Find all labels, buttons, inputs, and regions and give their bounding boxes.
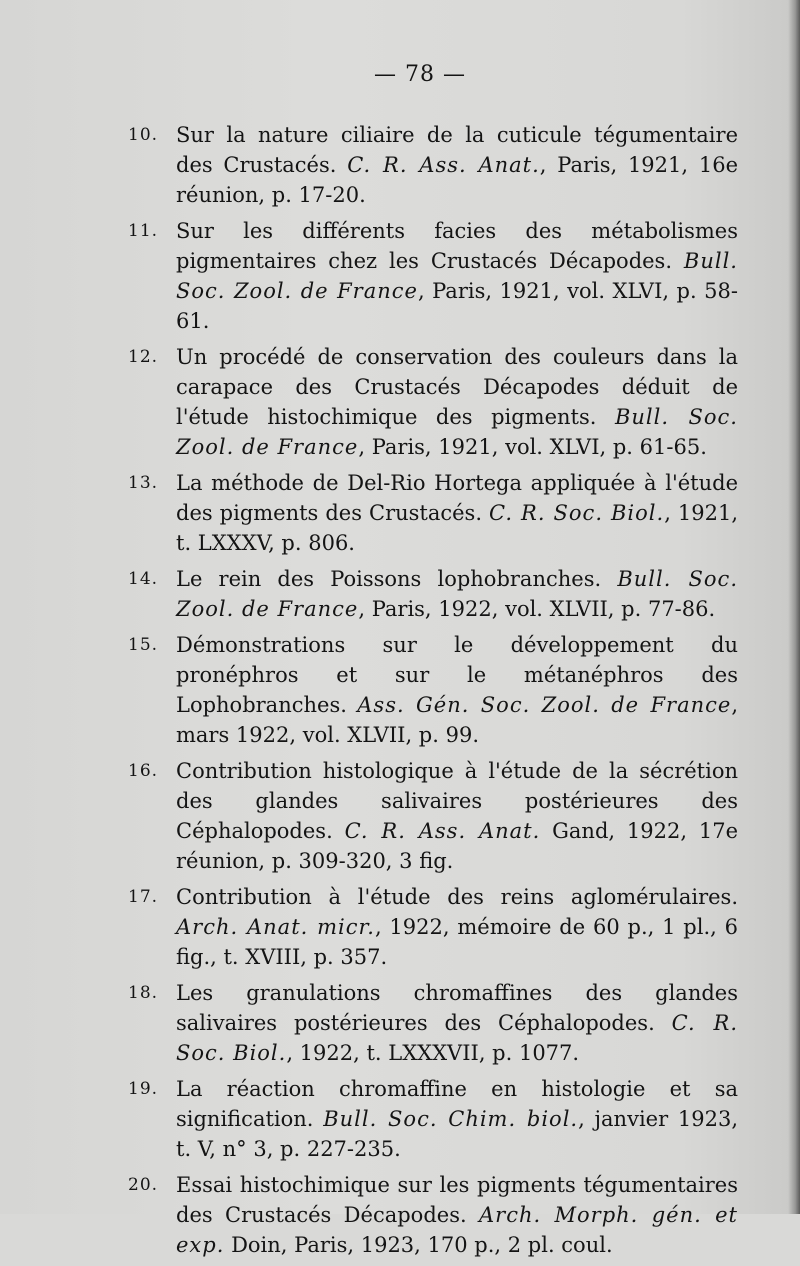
reference-list	[128, 120, 738, 1266]
reference-source: C. R. Soc. Biol.	[489, 501, 665, 525]
reference-title: Contribution histologique à l'étude de la sécrétion des glandes salivaires postérieures des Céphalopodes.	[176, 759, 738, 843]
reference-item	[128, 120, 738, 210]
reference-title: La réaction chromaffine en histologie et sa signification.	[176, 1077, 738, 1131]
reference-details: , mars 1922, vol. XLVII, p. 99.	[176, 693, 739, 747]
reference-details: , Paris, 1921, 16e réunion, p. 17-20.	[176, 153, 739, 207]
reference-number: 10.	[128, 125, 159, 145]
reference-title: Sur la nature ciliaire de la cuticule tégumentaire des Crustacés.	[176, 123, 738, 177]
reference-item	[128, 216, 738, 336]
page-number: — 78 —	[374, 62, 466, 87]
reference-item	[128, 342, 738, 462]
reference-details: Gand, 1922, 17e réunion, p. 309-320, 3 fig.	[176, 819, 738, 873]
reference-source: Arch. Anat. micr.	[176, 915, 375, 939]
reference-item	[128, 978, 738, 1068]
reference-item	[128, 630, 738, 750]
reference-item	[128, 756, 738, 876]
reference-number: 15.	[128, 635, 159, 655]
reference-source: C. R. Ass. Anat.	[344, 819, 541, 843]
reference-details: , Paris, 1921, vol. XLVI, p. 58-61.	[176, 279, 738, 333]
reference-item	[128, 1074, 738, 1164]
reference-number: 11.	[128, 221, 159, 241]
reference-details: , janvier 1923, t. V, n° 3, p. 227-235.	[176, 1107, 738, 1161]
reference-source: C. R. Soc. Biol.	[176, 1011, 738, 1065]
reference-source: C. R. Ass. Anat.	[347, 153, 540, 177]
reference-number: 16.	[128, 761, 159, 781]
reference-source: Bull. Soc. Chim. biol.	[323, 1107, 579, 1131]
reference-title: Démonstrations sur le développement du pronéphros et sur le métanéphros des Lophobranches.	[176, 633, 738, 717]
reference-item	[128, 882, 738, 972]
reference-item	[128, 1170, 738, 1260]
reference-details: Doin, Paris, 1923, 170 p., 2 pl. coul.	[224, 1233, 613, 1257]
reference-item	[128, 468, 738, 558]
reference-number: 17.	[128, 887, 159, 907]
reference-source: Bull. Soc. Zool. de France	[176, 405, 738, 459]
reference-source: Bull. Soc. Zool. de France	[176, 567, 738, 621]
reference-details: , 1922, t. LXXXVII, p. 1077.	[286, 1041, 580, 1065]
reference-number: 18.	[128, 983, 159, 1003]
reference-title: Un procédé de conservation des couleurs dans la carapace des Crustacés Décapodes déduit de l'étude histochimique des pigments.	[176, 345, 738, 429]
reference-details: , 1921, t. LXXXV, p. 806.	[176, 501, 738, 555]
reference-number: 14.	[128, 569, 159, 589]
reference-source: Bull. Soc. Zool. de France	[176, 249, 738, 303]
reference-title: Les granulations chromaffines des glandes salivaires postérieures des Céphalopodes.	[176, 981, 738, 1035]
reference-number: 19.	[128, 1079, 159, 1099]
reference-details: , 1922, mémoire de 60 p., 1 pl., 6 fig., t. XVIII, p. 357.	[176, 915, 738, 969]
reference-number: 12.	[128, 347, 159, 367]
reference-title: Sur les différents facies des métabolismes pigmentaires chez les Crustacés Décapodes.	[176, 219, 738, 273]
reference-title: Contribution à l'étude des reins aglomérulaires.	[176, 885, 738, 909]
reference-source: Arch. Morph. gén. et exp.	[176, 1203, 738, 1257]
reference-number: 20.	[128, 1175, 159, 1195]
reference-title: Essai histochimique sur les pigments tégumentaires des Crustacés Décapodes.	[176, 1173, 738, 1227]
reference-details: , Paris, 1922, vol. XLVII, p. 77-86.	[358, 597, 716, 621]
binding-shadow	[788, 0, 800, 1214]
reference-item	[128, 564, 738, 624]
reference-title: Le rein des Poissons lophobranches.	[176, 567, 618, 591]
reference-details: , Paris, 1921, vol. XLVI, p. 61-65.	[358, 435, 707, 459]
reference-source: Ass. Gén. Soc. Zool. de France	[357, 693, 732, 717]
reference-title: La méthode de Del-Rio Hortega appliquée à l'étude des pigments des Crustacés.	[176, 471, 738, 525]
reference-number: 13.	[128, 473, 159, 493]
